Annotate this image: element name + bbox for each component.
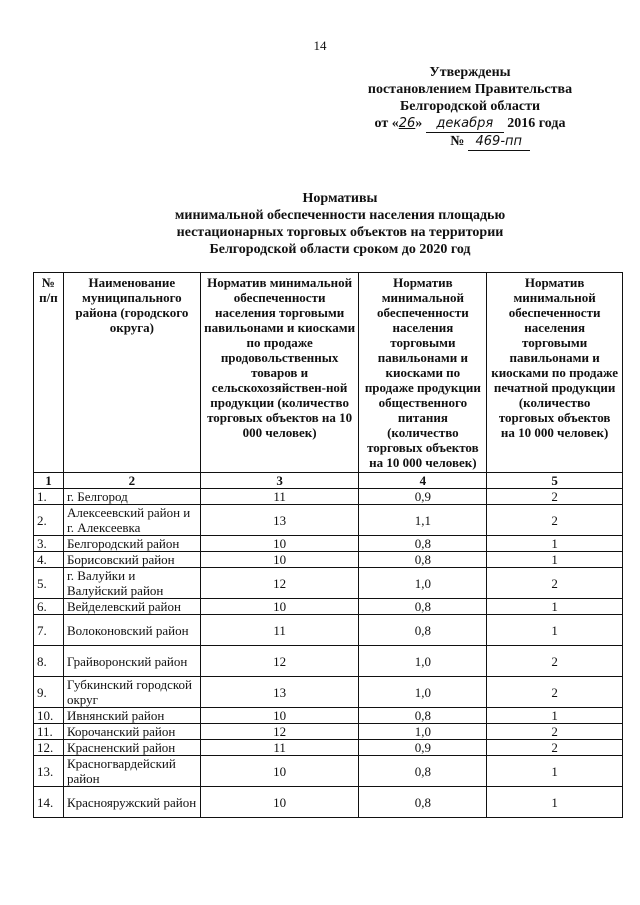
- row-number: 10.: [34, 708, 64, 724]
- press-value: 1: [487, 787, 623, 818]
- catering-value: 1,0: [359, 646, 487, 677]
- table-header-row: [34, 273, 623, 473]
- approval-line-3: Белгородской области: [399, 99, 541, 114]
- press-value: 1: [487, 536, 623, 552]
- row-number: 13.: [34, 756, 64, 787]
- press-value: 1: [487, 708, 623, 724]
- food-value: 13: [200, 677, 359, 708]
- catering-value: 0,9: [359, 489, 487, 505]
- district-name: Губкинский городской округ: [63, 677, 200, 708]
- food-value: 12: [200, 724, 359, 740]
- press-value: 1: [487, 756, 623, 787]
- row-number: 2.: [34, 505, 64, 536]
- press-value: 1: [487, 552, 623, 568]
- column-number: 1: [34, 473, 64, 489]
- catering-value: 0,8: [359, 552, 487, 568]
- food-value: 10: [200, 536, 359, 552]
- food-value: 10: [200, 708, 359, 724]
- title-line-1: Нормативы: [302, 191, 378, 206]
- food-value: 12: [200, 646, 359, 677]
- table-row: [34, 489, 623, 505]
- column-number: 2: [63, 473, 200, 489]
- district-name: Белгородский район: [63, 536, 200, 552]
- table-row: [34, 552, 623, 568]
- column-number: 5: [487, 473, 623, 489]
- title-line-4: Белгородской области сроком до 2020 год: [209, 242, 471, 257]
- row-number: 1.: [34, 489, 64, 505]
- press-value: 2: [487, 677, 623, 708]
- district-name: Алексеевский район и г. Алексеевка: [63, 505, 200, 536]
- district-name: Грайворонский район: [63, 646, 200, 677]
- press-value: 2: [487, 505, 623, 536]
- header-press-norm: Норматив минимальной обеспеченности населения торговыми павильонами и киосками по продаже печатной продукции (количество торговых объектов на 10 000 человек): [487, 273, 623, 473]
- press-value: 2: [487, 568, 623, 599]
- row-number: 4.: [34, 552, 64, 568]
- page-number: 14: [313, 38, 327, 53]
- table-row: [34, 708, 623, 724]
- document-title: [0, 190, 640, 258]
- table-row: [34, 615, 623, 646]
- food-value: 10: [200, 552, 359, 568]
- catering-value: 1,0: [359, 568, 487, 599]
- number-prefix: №: [450, 134, 465, 149]
- press-value: 2: [487, 740, 623, 756]
- header-food-norm: Норматив минимальной обеспеченности населения торговыми павильонами и киосками по продаже продовольственных товаров и сельскохозяйствен-ной продукции (количество торговых объектов на 10 000 человек): [200, 273, 359, 473]
- row-number: 5.: [34, 568, 64, 599]
- table-row: [34, 740, 623, 756]
- district-name: г. Белгород: [63, 489, 200, 505]
- norms-table: [33, 272, 623, 818]
- row-number: 9.: [34, 677, 64, 708]
- row-number: 6.: [34, 599, 64, 615]
- district-name: Ивнянский район: [63, 708, 200, 724]
- table-row: [34, 536, 623, 552]
- food-value: 11: [200, 615, 359, 646]
- district-name: Красненский район: [63, 740, 200, 756]
- catering-value: 0,8: [359, 615, 487, 646]
- table-row: [34, 599, 623, 615]
- date-year: 2016 года: [507, 116, 566, 131]
- catering-value: 0,8: [359, 599, 487, 615]
- catering-value: 1,0: [359, 724, 487, 740]
- table-row: [34, 568, 623, 599]
- food-value: 10: [200, 599, 359, 615]
- food-value: 11: [200, 740, 359, 756]
- date-month: декабря: [436, 116, 494, 131]
- table-row: [34, 505, 623, 536]
- table-row: [34, 646, 623, 677]
- catering-value: 1,0: [359, 677, 487, 708]
- press-value: 2: [487, 489, 623, 505]
- date-day: 26: [398, 116, 416, 131]
- column-number: 4: [359, 473, 487, 489]
- food-value: 10: [200, 756, 359, 787]
- column-number-row: [34, 473, 623, 489]
- catering-value: 0,8: [359, 787, 487, 818]
- row-number: 7.: [34, 615, 64, 646]
- catering-value: 0,8: [359, 756, 487, 787]
- row-number: 11.: [34, 724, 64, 740]
- approval-number: [330, 133, 610, 151]
- table-row: [34, 787, 623, 818]
- date-prefix: от «: [374, 116, 399, 131]
- press-value: 2: [487, 646, 623, 677]
- district-name: Краснояружский район: [63, 787, 200, 818]
- row-number: 12.: [34, 740, 64, 756]
- header-catering-norm: Норматив минимальной обеспеченности населения торговыми павильонами и киосками по продаже продукции общественного питания (количество торговых объектов на 10 000 человек): [359, 273, 487, 473]
- press-value: 1: [487, 615, 623, 646]
- food-value: 10: [200, 787, 359, 818]
- food-value: 13: [200, 505, 359, 536]
- row-number: 8.: [34, 646, 64, 677]
- catering-value: 1,1: [359, 505, 487, 536]
- district-name: Красногвардейский район: [63, 756, 200, 787]
- district-name: Корочанский район: [63, 724, 200, 740]
- table-row: [34, 724, 623, 740]
- header-district: Наименование муниципального района (городского округа): [63, 273, 200, 473]
- approval-line-1: Утверждены: [429, 65, 511, 80]
- table-row: [34, 677, 623, 708]
- district-name: Волоконовский район: [63, 615, 200, 646]
- district-name: Вейделевский район: [63, 599, 200, 615]
- approval-date: [330, 115, 610, 133]
- catering-value: 0,9: [359, 740, 487, 756]
- header-number: № п/п: [34, 273, 64, 473]
- catering-value: 0,8: [359, 536, 487, 552]
- row-number: 14.: [34, 787, 64, 818]
- approval-stamp: [330, 64, 610, 151]
- approval-line-2: постановлением Правительства: [367, 82, 573, 97]
- column-number: 3: [200, 473, 359, 489]
- catering-value: 0,8: [359, 708, 487, 724]
- table-row: [34, 756, 623, 787]
- row-number: 3.: [34, 536, 64, 552]
- press-value: 1: [487, 599, 623, 615]
- food-value: 11: [200, 489, 359, 505]
- title-line-2: минимальной обеспеченности населения площадью: [174, 208, 506, 223]
- date-mid: »: [415, 116, 423, 131]
- number-value: 469-пп: [475, 134, 523, 149]
- district-name: г. Валуйки и Валуйский район: [63, 568, 200, 599]
- district-name: Борисовский район: [63, 552, 200, 568]
- food-value: 12: [200, 568, 359, 599]
- press-value: 2: [487, 724, 623, 740]
- title-line-3: нестационарных торговых объектов на территории: [176, 225, 504, 240]
